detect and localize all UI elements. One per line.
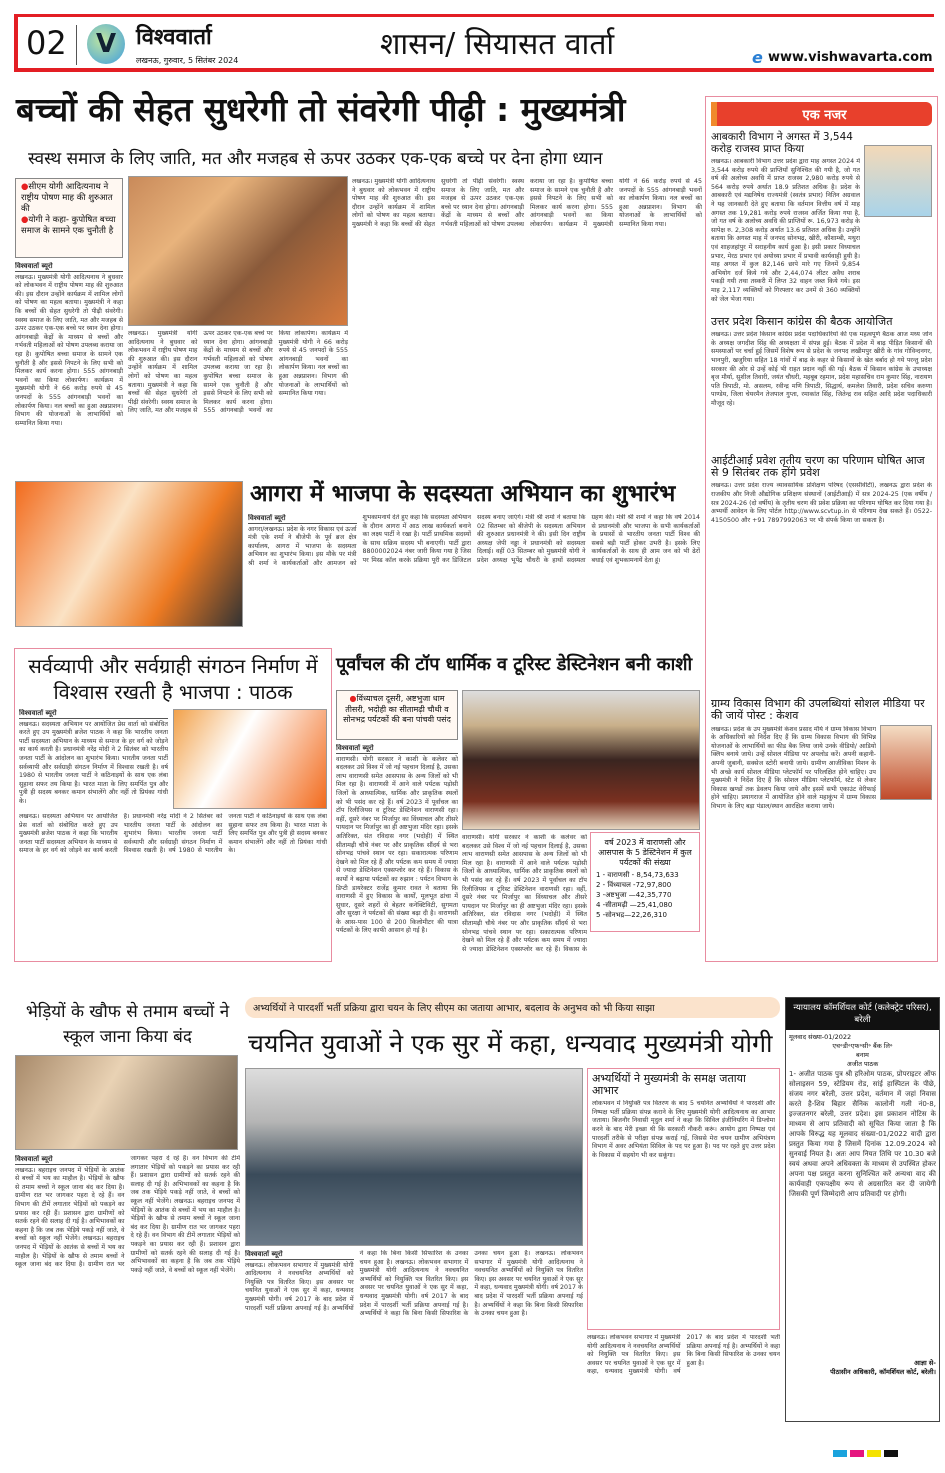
kashi-temple-photo <box>462 690 700 830</box>
logo-icon: V <box>87 24 125 64</box>
lead-photo <box>128 176 348 326</box>
wolves-body: विश्ववार्ता ब्यूरो लखनऊ। बहराइच जनपद में भेड़ियों के आतंक से बच्चों में भय का माहौल है। भेड़ियों के खौफ से तमाम बच्चों ने स्कूल जाना बंद कर दिया है। ग्रामीण रात भर जागकर पहरा दे रहे हैं। वन विभाग की टीमें लगातार भेड़ियों को पकड़ने का प्रयास कर रही हैं। प्रशासन द्वारा ग्रामीणों को सतर्क रहने की सलाह दी गई है। अभिभावकों का कहना है कि जब तक भेड़िये पकड़े नहीं जाते, वे बच्चों को स्कूल नहीं भेजेंगे। लखनऊ। बहराइच जनपद में भेड़ियों के आतंक से बच्चों में भय का माहौल है। भेड़ियों के खौफ से तमाम बच्चों ने स्कूल जाना बंद कर दिया है। ग्रामीण रात भर जागकर पहरा दे रहे हैं। वन विभाग की टीमें लगातार भेड़ियों को पकड़ने का प्रयास कर रही हैं। प्रशासन द्वारा ग्रामीणों को सतर्क रहने की सलाह दी गई है। अभिभावकों का कहना है कि जब तक भेड़िये पकड़े नहीं जाते, वे बच्चों को स्कूल नहीं भेजेंगे। लखनऊ। बहराइच जनपद में भेड़ियों के आतंक से बच्चों में भय का माहौल है। भेड़ियों के खौफ से तमाम बच्चों ने स्कूल जाना बंद कर दिया है। ग्रामीण रात भर जागकर पहरा दे रहे हैं। वन विभाग की टीमें लगातार भेड़ियों को पकड़ने का प्रयास कर रही हैं। प्रशासन द्वारा ग्रामीणों को सतर्क रहने की सलाह दी गई है। अभिभावकों का कहना है कि जब तक भेड़िये पकड़े नहीं जाते, वे बच्चों को स्कूल नहीं भेजेंगे। <box>15 1155 240 1274</box>
court-notice: न्यायालय कॉमर्शियल कोर्ट (कलेक्ट्रेट परिसर), बरेली मूलवाद संख्या-01/2022 एच॰डी॰एफ॰सी॰ बैंक लि॰ बनाम अजीत पाठक 1- अजीत पाठक पुत्र श्री हरिओम पाठक, प्रोपराइटर ऑफ सोलाइसन 59, स्टेडियम रोड, सांई हास्पिटल के पीछे, संजय नगर बरेली, उत्तर प्रदेश, वर्तमान में जहां निवास करते है-शिव बिहार सैनिक कालोनी गली नं0-8, इज्जतनगर बरेली, उत्तर प्रदेश। इस प्रकाशन नोटिस के माध्यम से आप प्रतिवादी को सूचित किया जाता है कि आपके विरुद्ध यह मूलवाद संख्या-01/2022 वादी द्वारा प्रस्तुत किया गया है जिसमें दिनांक 12.09.2024 को सुनवाई नियत है। अतः आप नियत तिथि पर 10.30 बजे स्वयं अथवा अपने अधिवक्ता के माध्यम से उपस्थित होकर अपना पक्ष प्रस्तुत करना सुनिश्चित करें अन्यथा वाद की कार्यवाही एकपक्षीय रूप से अग्रसारित कर दी जायेगी जिसकी पूर्ण जिम्मेदारी आप प्रतिवादी पर होगी। आज्ञा से- पीठासीन अधिकारी, कॉमर्शियल कोर्ट, बरेली। <box>785 997 940 1422</box>
paper-name: विश्ववार्ता <box>136 25 212 50</box>
lead-body-columns: लखनऊ। मुख्यमंत्री योगी आदित्यनाथ ने बुधवार को लोकभवन में राष्ट्रीय पोषण माह की शुरुआत की। इस दौरान उन्होंने कार्यक्रम में शामिल लोगों को पोषण का महत्व बताया। मुख्यमंत्री ने कहा कि बच्चों की सेहत सुधरेगी तो पीढ़ी संवरेगी। स्वस्थ समाज के लिए जाति, मत और मजहब से ऊपर उठकर एक-एक बच्चे पर ध्यान देना होगा। आंगनबाड़ी केंद्रों के माध्यम से बच्चों और गर्भवती महिलाओं को पोषण उपलब्ध कराया जा रहा है। कुपोषित बच्चा समाज के सामने एक चुनौती है और इससे निपटने के लिए सभी को मिलकर कार्य करना होगा। 555 आंगनबाड़ी भवनों का किया लोकार्पण। कार्यक्रम में मुख्यमंत्री योगी ने 66 करोड़ रुपये से 45 जनपदों के 555 आंगनबाड़ी भवनों का लोकार्पण किया। नल बच्चों का हुआ अन्नप्राशन। विभाग की योजनाओं के लाभार्थियों को सम्मानित किया गया। <box>352 178 702 228</box>
lead-body-lower: लखनऊ। मुख्यमंत्री योगी आदित्यनाथ ने बुधवार को लोकभवन में राष्ट्रीय पोषण माह की शुरुआत की। इस दौरान उन्होंने कार्यक्रम में शामिल लोगों को पोषण का महत्व बताया। मुख्यमंत्री ने कहा कि बच्चों की सेहत सुधरेगी तो पीढ़ी संवरेगी। स्वस्थ समाज के लिए जाति, मत और मजहब से ऊपर उठकर एक-एक बच्चे पर ध्यान देना होगा। आंगनबाड़ी केंद्रों के माध्यम से बच्चों और गर्भवती महिलाओं को पोषण उपलब्ध कराया जा रहा है। कुपोषित बच्चा समाज के सामने एक चुनौती है और इससे निपटने के लिए सभी को मिलकर कार्य करना होगा। 555 आंगनबाड़ी भवनों का किया लोकार्पण। कार्यक्रम में मुख्यमंत्री योगी ने 66 करोड़ रुपये से 45 जनपदों के 555 आंगनबाड़ी भवनों का लोकार्पण किया। नल बच्चों का हुआ अन्नप्राशन। विभाग की योजनाओं के लाभार्थियों को सम्मानित किया गया। <box>128 330 348 415</box>
sidebar-story: आबकारी विभाग ने अगस्त में 3,544 करोड़ राजस्व प्राप्त किया लखनऊ। आबकारी विभाग उत्तर प्रदेश द्वारा माह अगस्त 2024 में 3,544 करोड़ रुपये की प्राप्तियाँ सुनिश्चित की गयी है, जो गत वर्ष की अलोच्य अवधि में प्राप्त राजस्व 2,980 करोड़ रुपये से 564 करोड़ रुपये अर्थात 18.9 प्रतिशत अधिक है। प्रदेश के आबकारी एवं मद्यनिषेध राज्यमंत्री (स्वतंत्र प्रभार) नितिन अग्रवाल ने यह जानकारी देते हुए बताया कि वर्तमान वित्तीय वर्ष में माह अगस्त तक 19,281 करोड़ रुपये राजस्व अर्जित किया गया है, जो गत वर्ष के अलोच्य अवधि की प्राप्तियों रू. 16,973 करोड़ के सापेक्ष रु. 2,308 करोड़ अर्थात 13.6 प्रतिशत अधिक है। उन्होंने बताया कि अगस्त माह में जनपद सोनभद्र, खीरी, कौशाम्बी, मथुरा एवं शाहजहांपुर में सराहनीय कार्य हुआ है। इसी प्रकार विध्याचल प्रभार, मेरठ प्रभार एवं अयोध्या प्रभार में प्रभावी कार्यवाही हुयी है। माह अगस्त में कुल 82,146 छापे मारे गए जिनमें 9,854 अभियोग दर्ज किये गये और 2,44,074 लीटर अवैध शराब पकड़ी गयी तथा तस्करी में लिप्त 32 वाहन जब्त किये गये। इस माह 2,117 व्यक्तियों को गिरफ्तार कर उनमें से 360 व्यक्तियों को जेल भेजा गया। <box>711 132 932 310</box>
sidebar-label: एक नजर <box>711 102 932 126</box>
kashi-body: विश्ववार्ता ब्यूरो वाराणसी। योगी सरकार ने काशी के कलेवर को बदलकर उसे विश्व में जो नई पहचान दिलाई है, उसका लाभ वाराणसी समेत आसपास के अन्य जिलों को भी मिल रहा है। वाराणसी में आने वाले पर्यटक पड़ोसी जिलों के आध्यात्मिक, धार्मिक और प्राकृतिक स्थलों को भी पसंद कर रहे हैं। वर्ष 2023 में पूर्वांचल का टॉप रिलीजियस व टूरिस्ट डेस्टिनेशन वाराणसी रहा। वहीं, दूसरे नंबर पर मिर्जापुर का विंध्याचल और तीसरे पायदान पर मिर्जापुर का ही अष्टभुजा मंदिर रहा। इसके अतिरिक्त, संत रविदास नगर (भदोही) में स्थित सीतामढ़ी चौथे नंबर पर और प्राकृतिक सौंदर्य से भरा सोनभद्र पांचवे स्थान पर रहा। सकारात्मक परिणाम देखने को मिल रहे हैं और पर्यटक कम समय में ज्यादा से ज्यादा डेस्टिनेशन एक्सप्लोर कर रहे हैं। विकास के कार्यों ने बढ़ाया पर्यटकों का रुझान : पर्यटन विभाग के डिप्टी डायरेक्टर राजेंद्र कुमार रावत ने बताया कि वाराणसी में हुए विकास के कार्यों, मूलभूत ढांचा में सुधार, दूसरे शहरों से बेहतर कनेक्टिविटी, सुगमता और सुरक्षा ने पर्यटकों की संख्या बढ़ा दी है। वाराणसी के आस-पास 100 से 200 किलोमीटर की यात्रा पर्यटकों के लिए काफी आसान हो गई है। <box>336 744 458 935</box>
minister-photo <box>864 145 932 217</box>
section-title: शासन/ सियासत वार्ता <box>380 27 615 62</box>
kashi-stats-box: वर्ष 2023 में वाराणसी और आसपास के 5 डेस्टिनेशन में कुल पर्यटकों की संख्या 1 - वाराणसी - 8,54,73,633 2 - विंध्याचल -72,97,800 3 -अष्टभुजा —42,35,770 4 -सीतामढ़ी —25,41,080 5 -सोनभद्र—22,26,310 <box>590 832 700 932</box>
website-link[interactable]: www.vishwavarta.com <box>768 50 933 65</box>
lead-bullets: ●सीएम योगी आदित्यनाथ ने राष्ट्रीय पोषण माह की शुरुआत की ●योगी ने कहा- कुपोषित बच्चा समाज के सामने एक चुनौती है <box>15 178 123 258</box>
registration-marks <box>833 1450 898 1457</box>
youth-body: विश्ववार्ता ब्यूरो लखनऊ। लोकभवन सभागार में मुख्यमंत्री योगी आदित्यनाथ ने नवचयनित अभ्यर्थियों को नियुक्ति पत्र वितरित किए। इस अवसर पर चयनित युवाओं ने एक सुर में कहा, धन्यवाद मुख्यमंत्री योगी। वर्ष 2017 के बाद प्रदेश में पारदर्शी भर्ती प्रक्रिया अपनाई गई है। अभ्यर्थियों ने कहा कि बिना किसी सिफारिश के उनका चयन हुआ है। लखनऊ। लोकभवन सभागार में मुख्यमंत्री योगी आदित्यनाथ ने नवचयनित अभ्यर्थियों को नियुक्ति पत्र वितरित किए। इस अवसर पर चयनित युवाओं ने एक सुर में कहा, धन्यवाद मुख्यमंत्री योगी। वर्ष 2017 के बाद प्रदेश में पारदर्शी भर्ती प्रक्रिया अपनाई गई है। अभ्यर्थियों ने कहा कि बिना किसी सिफारिश के उनका चयन हुआ है। लखनऊ। लोकभवन सभागार में मुख्यमंत्री योगी आदित्यनाथ ने नवचयनित अभ्यर्थियों को नियुक्ति पत्र वितरित किए। इस अवसर पर चयनित युवाओं ने एक सुर में कहा, धन्यवाद मुख्यमंत्री योगी। वर्ष 2017 के बाद प्रदेश में पारदर्शी भर्ती प्रक्रिया अपनाई गई है। अभ्यर्थियों ने कहा कि बिना किसी सिफारिश के उनका चयन हुआ है। <box>245 1250 583 1318</box>
youth-photo <box>245 1068 583 1246</box>
dateline: लखनऊ, गुरुवार, 5 सितंबर 2024 <box>136 56 239 65</box>
kashi-headline: पूर्वांचल की टॉप धार्मिक व टूरिस्ट डेस्टिनेशन बनी काशी <box>336 654 693 675</box>
agra-headline: आगरा में भाजपा के सदस्यता अभियान का शुभारंभ <box>250 481 676 507</box>
pathak-story: सर्वव्यापी और सर्वग्राही संगठन निर्माण में विश्वास रखती है भाजपा : पाठक विश्ववार्ता ब्यूरो लखनऊ। सदस्यता अभियान पर आयोजित प्रेस वार्ता को संबोधित करते हुए उप मुख्यमंत्री ब्रजेश पाठक ने कहा कि भारतीय जनता पार्टी सदस्यता अभियान के माध्यम से समाज के हर वर्ग को जोड़ने का कार्य करती है। प्रधानमंत्री नरेंद्र मोदी ने 2 सितंबर को भारतीय जनता पार्टी के आंदोलन का शुभारंभ किया। भारतीय जनता पार्टी सर्वव्यापी और सर्वग्राही संगठन निर्माण में विश्वास रखती है। वर्ष 1980 से भारतीय जनता पार्टी ने कठिनाइयों के साथ एक लंबा सुहाना सफर तय किया है। भारत माता के लिए समर्पित पुत्र और पुत्री ही सदस्य बनकर कमान संभालेंगे और नहीं तो प्रियंका गांधी के। लखनऊ। सदस्यता अभियान पर आयोजित प्रेस वार्ता को संबोधित करते हुए उप मुख्यमंत्री ब्रजेश पाठक ने कहा कि भारतीय जनता पार्टी सदस्यता अभियान के माध्यम से समाज के हर वर्ग को जोड़ने का कार्य करती है। प्रधानमंत्री नरेंद्र मोदी ने 2 सितंबर को भारतीय जनता पार्टी के आंदोलन का शुभारंभ किया। भारतीय जनता पार्टी सर्वव्यापी और सर्वग्राही संगठन निर्माण में विश्वास रखती है। वर्ष 1980 से भारतीय जनता पार्टी ने कठिनाइयों के साथ एक लंबा सुहाना सफर तय किया है। भारत माता के लिए समर्पित पुत्र और पुत्री ही सदस्य बनकर कमान संभालेंगे और नहीं तो प्रियंका गांधी के। <box>14 648 332 962</box>
agra-photo <box>15 481 243 627</box>
kashi-bullet: ●विंध्याचल दूसरी, अष्टभुजा धाम तीसरी, भदोही का सीतामढ़ी चौथी व सोनभद्र पर्यटकों की बना पांचवी पसंद <box>336 690 458 740</box>
ek-nazar-sidebar <box>705 96 938 962</box>
masthead-rule <box>14 68 934 72</box>
deputy-cm-photo <box>880 725 932 800</box>
agra-body: विश्ववार्ता ब्यूरो आगरा/लखनऊ। प्रदेश के नगर विकास एवं ऊर्जा मंत्री एके शर्मा ने बीजेपी के पूर्व ब्रज क्षेत्र कार्यालय, आगरा में भाजपा के सदस्यता अभियान का शुभारंभ किया। इस मौके पर मंत्री श्री शर्मा ने कार्यकर्ताओं और आमजन को शुभकामनायें देते हुए कहा कि सदस्यता अभियान के दौरान आगरा में आठ लाख कार्यकर्ता बनाने का लक्ष्य पार्टी ने रखा है। पार्टी प्राथमिक सदस्यों के साथ सक्रिय सदस्य भी बनाएगी। पार्टी द्वारा 8800002024 नंबर जारी किया गया है जिस पर मिस्ड कॉल करके प्रक्रिया पूरी कर डिजिटल सदस्य बनाए जाएंगे। मंत्री श्री शर्मा ने बताया कि 02 सितम्बर को बीजेपी के सदस्यता अभियान की शुरुआत प्रधानमंत्री ने की। इसी दिन राष्ट्रीय अध्यक्ष जेपी नड्डा ने प्रधानमंत्री को सदस्यता दिलाई। वहीं 03 सितम्बर को मुख्यमंत्री योगी ने प्रदेश अध्यक्ष भूपेंद्र चौधरी के हाथों सदस्यता ग्रहण की। मंत्री श्री शर्मा ने कहा कि वर्ष 2014 से प्रधानमंत्री और भाजपा के सभी कार्यकर्ताओं के प्रयासों से भारतीय जनता पार्टी विश्व की सबसे बड़ी पार्टी होकर उभरी है। इसके लिए कार्यकर्ताओं के साथ ही आम जन को भी ढेरों बधाई एवं शुभकामनायें देता हूं। <box>248 514 700 567</box>
youth-kicker: अभ्यर्थियों ने पारदर्शी भर्ती प्रक्रिया द्वारा चयन के लिए सीएम का जताया आभार, बदलाव के अनुभव को भी किया साझा <box>245 997 780 1018</box>
youth-box: अभ्यर्थियों ने मुख्यमंत्री के समक्ष जताया आभार लोकभवन में नियुक्ति पत्र वितरण के बाद 5 चयनित अभ्यर्थियों ने पारदर्शी और निष्पक्ष भर्ती प्रक्रिया संपन्न कराने के लिए मुख्यमंत्री योगी आदित्यनाथ का आभार जताया। बिजनौर निवासी मृदुल शर्मा ने कहा कि सिविल इंजीनियरिंग में डिप्लोमा करने के बाद मेरी इच्छा थी कि सरकारी नौकरी करूं। आयोग द्वारा निष्पक्ष एवं पारदर्शी तरीके से परीक्षा संपन्न कराई गई, जिससे मेरा चयन ग्रामीण अभियंत्रण विभाग में अवर अभियंता सिविल के पद पर हुआ है। पद पर रहते हुए उत्तर प्रदेश के विकास में सहयोग भी कर सकूंगा। <box>587 1068 780 1330</box>
youth-headline: चयनित युवाओं ने एक सुर में कहा, धन्यवाद मुख्यमंत्री योगी <box>248 1029 773 1058</box>
sidebar-story: आईटीआई प्रवेश तृतीय चरण का परिणाम घोषित आज से 9 सितंबर तक होंगे प्रवेश लखनऊ। उत्तर प्रदेश राज्य व्यावसायिक प्रशिक्षण परिषद (एससीवीटी), लखनऊ द्वारा प्रदेश के राजकीय और निजी औद्योगिक प्रशिक्षण संस्थानों (आईटीआई) में सत्र 2024-25 (एक वर्षीय / सत्र 2024-26 (दो वर्षीय) के तृतीय चरण की प्रवेश प्रक्रिया का परिणाम घोषित कर दिया गया है। अभ्यर्थी आवेदन के लिए पोर्टल http://www.scvtup.in से परिणाम देख सकते हैं। 0522-4150500 और +91 7897992063 पर भी संपर्क किया जा सकता है। <box>711 454 932 524</box>
lead-subheadline: स्वस्थ समाज के लिए जाति, मत और मजहब से ऊपर उठकर एक-एक बच्चे पर देना होगा ध्यान <box>28 149 603 169</box>
wolves-headline: भेड़ियों के खौफ से तमाम बच्चों ने स्कूल जाना किया बंद <box>25 1002 230 1047</box>
lead-headline: बच्चों की सेहत सुधरेगी तो संवरेगी पीढ़ी : मुख्यमंत्री <box>16 90 626 129</box>
lead-body: लखनऊ। मुख्यमंत्री योगी आदित्यनाथ ने बुधवार को लोकभवन में राष्ट्रीय पोषण माह की शुरुआत की। इस दौरान उन्होंने कार्यक्रम में शामिल लोगों को पोषण का महत्व बताया। मुख्यमंत्री ने कहा कि बच्चों की सेहत सुधरेगी तो पीढ़ी संवरेगी। स्वस्थ समाज के लिए जाति, मत और मजहब से ऊपर उठकर एक-एक बच्चे पर ध्यान देना होगा। आंगनबाड़ी केंद्रों के माध्यम से बच्चों और गर्भवती महिलाओं को पोषण उपलब्ध कराया जा रहा है। कुपोषित बच्चा समाज के सामने एक चुनौती है और इससे निपटने के लिए सभी को मिलकर कार्य करना होगा। 555 आंगनबाड़ी भवनों का किया लोकार्पण। कार्यक्रम में मुख्यमंत्री योगी ने 66 करोड़ रुपये से 45 जनपदों के 555 आंगनबाड़ी भवनों का लोकार्पण किया। नल बच्चों का हुआ अन्नप्राशन। विभाग की योजनाओं के लाभार्थियों को सम्मानित किया गया। <box>15 273 123 427</box>
byline: विश्ववार्ता ब्यूरो <box>15 262 123 272</box>
pathak-photo <box>173 709 327 809</box>
sidebar-story: ग्राम्य विकास विभाग की उपलब्धियां सोशल मीडिया पर की जायें पोस्ट : केशव लखनऊ। प्रदेश के उप मुख्यमंत्री केशव प्रसाद मौर्य ने ग्राम्य विकास विभाग के अधिकारियों को निर्देश दिए हैं कि ग्राम्य विकास विभाग की विभिन्न योजनाओं के लाभार्थियों का फीड बैक लिया जाये उनके वीडियो/ आडियो क्लिप बनाये जाये। उन्हें सोशल मीडिया पर अपलोड करें। अपनी कहानी-अपनी जुबानी, सक्सेज स्टोरी बनायी जाये। ग्रामीण आजीविका मिशन के भी अच्छे कार्य सोशल मीडिया प्लेटफॉर्म पर परिलक्षित होने चाहिए। उप मुख्यमंत्री ने निर्देश दिए हैं कि सोशल मीडिया प्लेटफॉर्म, स्टेट से लेकर विकास खण्डों तक डेवलप किया जाये और इसमें सभी एकाउंट वेरीफाई होने चाहिए। प्रयागराज में आयोजित होने वाले महाकुंभ में ग्राम्य विकास विभाग के लिए बड़ा पंडाल/स्थान आरक्षित कराया जाये। <box>711 698 932 903</box>
page-number: 02 <box>26 24 67 62</box>
kashi-body-right: वाराणसी। योगी सरकार ने काशी के कलेवर को बदलकर उसे विश्व में जो नई पहचान दिलाई है, उसका लाभ वाराणसी समेत आसपास के अन्य जिलों को भी मिल रहा है। वाराणसी में आने वाले पर्यटक पड़ोसी जिलों के आध्यात्मिक, धार्मिक और प्राकृतिक स्थलों को भी पसंद कर रहे हैं। वर्ष 2023 में पूर्वांचल का टॉप रिलीजियस व टूरिस्ट डेस्टिनेशन वाराणसी रहा। वहीं, दूसरे नंबर पर मिर्जापुर का विंध्याचल और तीसरे पायदान पर मिर्जापुर का ही अष्टभुजा मंदिर रहा। इसके अतिरिक्त, संत रविदास नगर (भदोही) में स्थित सीतामढ़ी चौथे नंबर पर और प्राकृतिक सौंदर्य से भरा सोनभद्र पांचवे स्थान पर रहा। सकारात्मक परिणाम देखने को मिल रहे हैं और पर्यटक कम समय में ज्यादा से ज्यादा डेस्टिनेशन एक्सप्लोर कर रहे हैं। विकास के <box>462 834 587 953</box>
sidebar-story: उत्तर प्रदेश किसान कांग्रेस की बैठक आयोजित लखनऊ। उत्तर प्रदेश किसान कांग्रेस प्रदेश पदाधिकारियों की एक महत्वपूर्ण बैठक आज मध्य जोन के अध्यक्ष जगदीश सिंह की अध्यक्षता में संपन्न हुई। बैठक में प्रदेश में बाढ़ पीड़ित किसानों की समस्याओं पर चर्चा हुई जिसमें विशेष रूप से प्रदेश के जनपद लखीमपुर खीरी के गांव गोविन्दनगर, भानपुरी, खजुरिया सहित 18 गांवों में बाढ़ के कहर से किसानों के खेत बर्बाद हो गये परन्तु प्रदेश सरकार की ओर से उन्हें कोई भी राहत प्रदान नहीं की गई। बैठक में किसान कांग्रेस के उपाध्यक्ष बृज मौर्या, सुशील तिवारी, जयंत चौधरी, महबूब रहमान, प्रदेश महासचिव राम कुमार सिंह, नारायण पति त्रिपाठी, मो. असलम, रवीन्द्र मणि त्रिपाठी, सिद्धार्थ, कमलेश तिवारी, प्रदेश सचिव करुणा पाण्डेय, जिला चेयरमैन तेजपाल गुप्ता, रमाकांत सिंह, जितेन्द्र राव सहित आदि प्रदेश पदाधिकारी मौजूद रहे। <box>711 315 932 407</box>
browser-icon: e <box>752 48 763 67</box>
youth-body-right: लखनऊ। लोकभवन सभागार में मुख्यमंत्री योगी आदित्यनाथ ने नवचयनित अभ्यर्थियों को नियुक्ति पत्र वितरित किए। इस अवसर पर चयनित युवाओं ने एक सुर में कहा, धन्यवाद मुख्यमंत्री योगी। वर्ष 2017 के बाद प्रदेश में पारदर्शी भर्ती प्रक्रिया अपनाई गई है। अभ्यर्थियों ने कहा कि बिना किसी सिफारिश के उनका चयन हुआ है। <box>587 1334 780 1376</box>
wolves-photo <box>15 1055 238 1150</box>
